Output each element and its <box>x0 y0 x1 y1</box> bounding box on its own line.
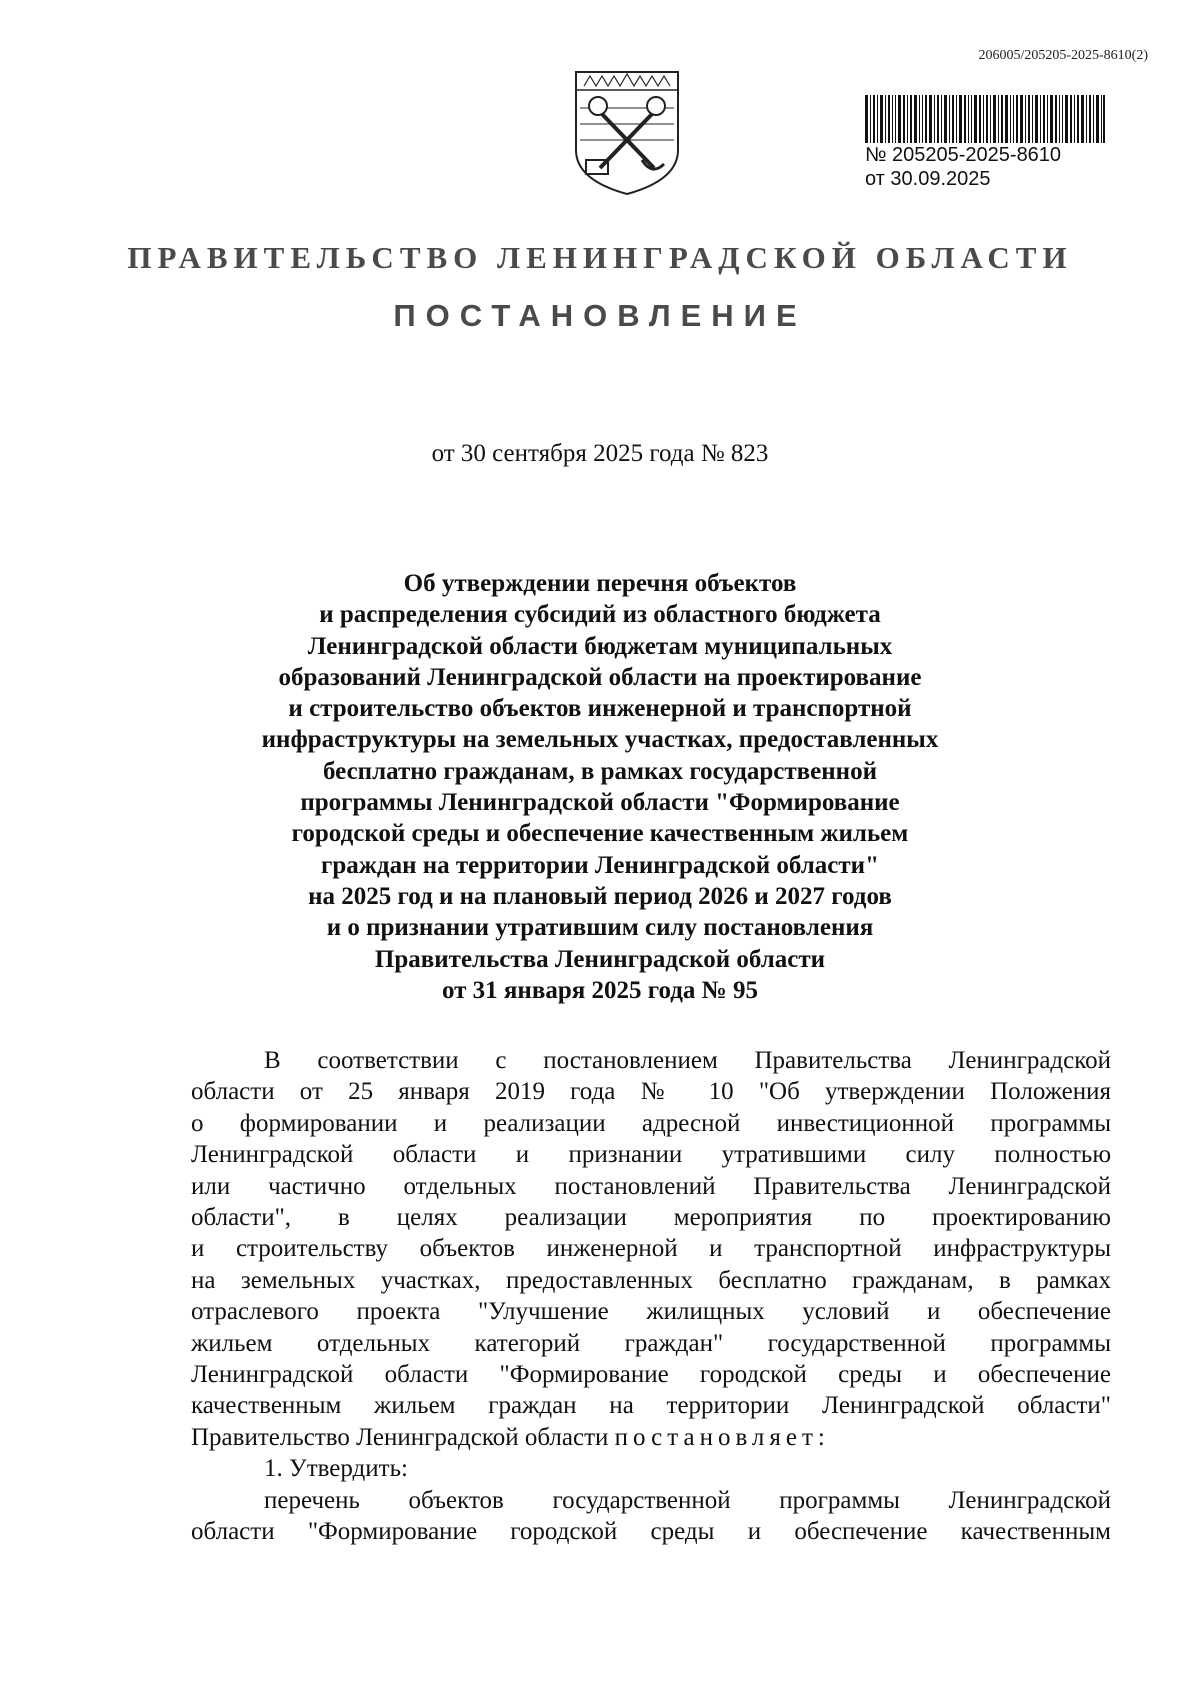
decree-date-number: от 30 сентября 2025 года № 823 <box>431 440 769 467</box>
subject-line: образований Ленинградской области на проектирование <box>278 663 922 691</box>
body-line: качественным жильем граждан на территории Ленинградской области" <box>191 1392 1111 1420</box>
decree-clause <box>191 1422 1111 1453</box>
body-line: области", в целях реализации мероприятия по проектированию <box>191 1204 1111 1232</box>
subject-line: городской среды и обеспечение качественным жильем <box>291 820 909 848</box>
barcode <box>865 95 1105 143</box>
body-line: области "Формирование городской среды и обеспечение качественным <box>191 1518 1111 1546</box>
body-line: В соответствии с постановлением Правительства Ленинградской <box>264 1047 1111 1074</box>
decree-subject <box>0 568 1200 1006</box>
body-line: и строительству объектов инженерной и транспортной инфраструктуры <box>191 1235 1111 1263</box>
registration-date: от 30.09.2025 <box>865 168 991 190</box>
subject-line: бесплатно гражданам, в рамках государственной <box>323 757 877 785</box>
document-id: 206005/205205-2025-8610(2) <box>978 48 1148 63</box>
registration-block <box>865 95 1105 191</box>
body-line: или частично отдельных постановлений Правительства Ленинградской <box>191 1172 1111 1200</box>
subject-line: Об утверждении перечня объектов <box>403 570 797 597</box>
subject-line: от 31 января 2025 года № 95 <box>441 976 759 1004</box>
body-line: жильем отдельных категорий граждан" государственной программы <box>191 1329 1111 1357</box>
government-title: ПРАВИТЕЛЬСТВО ЛЕНИНГРАДСКОЙ ОБЛАСТИ <box>127 240 1073 275</box>
decree-body <box>191 1045 1111 1548</box>
body-line: о формировании и реализации адресной инвестиционной программы <box>191 1109 1111 1137</box>
subject-line: и строительство объектов инженерной и транспортной <box>288 695 912 723</box>
document-type: ПОСТАНОВЛЕНИЕ <box>393 298 807 333</box>
body-line: области от 25 января 2019 года № 10 "Об утверждении Положения <box>191 1078 1111 1106</box>
body-line: перечень объектов государственной программы Ленинградской <box>264 1486 1111 1514</box>
subject-line: и распределения субсидий из областного бюджета <box>319 601 881 629</box>
decree-lead: Правительство Ленинградской области <box>191 1423 609 1451</box>
body-line: Ленинградской области и признании утратившими силу полностью <box>191 1141 1111 1169</box>
registration-number: № 205205-2025-8610 <box>865 144 1062 166</box>
coat-of-arms-emblem <box>572 68 682 196</box>
subject-line: на 2025 год и на плановый период 2026 и 2027 годов <box>308 882 892 910</box>
subject-line: Ленинградской области бюджетам муниципальных <box>307 632 893 660</box>
subject-line: и о признании утратившим силу постановления <box>326 914 874 942</box>
item-1: 1. Утвердить: <box>264 1455 408 1483</box>
subject-line: Правительства Ленинградской области <box>374 945 826 973</box>
subject-line: граждан на территории Ленинградской области" <box>321 851 879 879</box>
body-line: на земельных участках, предоставленных бесплатно гражданам, в рамках <box>191 1266 1111 1294</box>
body-line: Ленинградской области "Формирование городской среды и обеспечение <box>191 1361 1111 1389</box>
body-line: отраслевого проекта "Улучшение жилищных условий и обеспечение <box>191 1298 1111 1326</box>
subject-line: программы Ленинградской области "Формирование <box>300 789 900 817</box>
subject-line: инфраструктуры на земельных участках, предоставленных <box>261 726 939 754</box>
decree-verb: постановляет: <box>614 1423 830 1451</box>
